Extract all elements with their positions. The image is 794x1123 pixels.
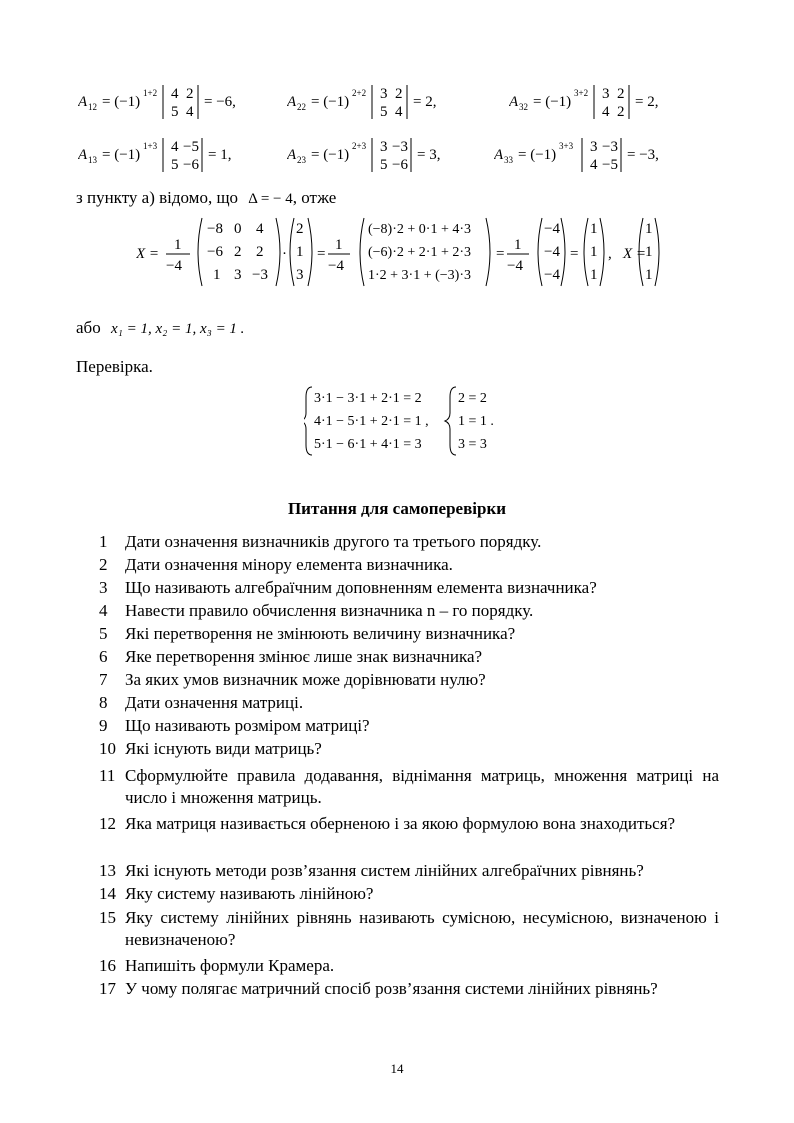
det-cell: 2: [617, 86, 625, 102]
det-cell: −5: [602, 157, 618, 173]
matrix-cell: −8: [207, 221, 223, 237]
question-number: 9: [99, 716, 108, 735]
equals-sign: =: [570, 246, 579, 262]
question-number: 16: [99, 956, 116, 975]
page-number: 14: [390, 1061, 404, 1076]
vector-cell: 1: [645, 221, 653, 237]
answer-line: [76, 318, 244, 338]
check-title: Перевірка.: [76, 357, 153, 376]
question-number: 2: [99, 555, 108, 574]
vector-cell: 1: [590, 221, 598, 237]
paren-left: [360, 218, 364, 286]
det-cell: 4: [395, 104, 403, 120]
check-eq-left: 3·1 − 3·1 + 2·1 = 2: [314, 391, 422, 406]
cofactor-name: A: [78, 147, 88, 163]
question-text: Сформулюйте правила додавання, віднімання матриць, множення матриці на число і множення матриць.: [125, 766, 719, 807]
vector-cell: 1: [590, 267, 598, 283]
equals-sign: =: [317, 246, 326, 262]
cofactor-a32: [509, 82, 709, 122]
matrix-cell: 0: [234, 221, 242, 237]
cofactor-sub: 12: [88, 102, 97, 112]
question-item: [99, 600, 719, 622]
cofactor-a13: [78, 135, 278, 175]
fraction-denominator: −4: [507, 258, 523, 274]
known-delta-line: [76, 188, 336, 208]
question-item: [99, 623, 719, 645]
vector-cell: 1: [296, 244, 304, 260]
cofactor-result: = 2,: [413, 94, 437, 110]
cofactor-exp: 1+3: [143, 141, 158, 151]
matrix-cell: 4: [256, 221, 264, 237]
question-item: [99, 531, 719, 553]
question-text: Які існують методи розв’язання систем лінійних алгебраїчних рівнянь?: [125, 861, 644, 880]
cofactor-exp: 1+2: [143, 88, 158, 98]
question-item: [99, 577, 719, 599]
cofactor-exp: 2+2: [352, 88, 367, 98]
cofactor-a22: [287, 82, 487, 122]
cofactor-name: A: [509, 94, 519, 110]
question-item: [99, 955, 719, 977]
fraction-denominator: −4: [328, 258, 344, 274]
brace-left: [445, 387, 456, 455]
cofactor-result: = 1,: [208, 147, 232, 163]
minus-one: = (−1): [533, 94, 572, 110]
question-item: [99, 715, 719, 737]
check-eq-left: 5·1 − 6·1 + 4·1 = 3: [314, 437, 422, 452]
paren-right: [276, 218, 280, 286]
question-item: [99, 646, 719, 668]
cofactor-sub: 13: [88, 155, 97, 165]
question-text: Дати означення матриці.: [125, 693, 304, 712]
matrix-cell: −6: [207, 244, 223, 260]
check-eq-right: 1 = 1 .: [458, 414, 494, 429]
cofactor-a13-svg: [78, 135, 278, 175]
check-system: [304, 383, 504, 459]
vector-cell: 1: [590, 244, 598, 260]
known-delta-text: з пункту а) відомо, що: [76, 188, 239, 207]
question-text: У чому полягає матричний спосіб розв’язання системи лінійних рівнянь?: [125, 979, 658, 998]
cofactor-exp: 3+2: [574, 88, 589, 98]
question-item: [99, 765, 719, 811]
comma: ,: [608, 246, 612, 262]
fraction-numerator: 1: [514, 237, 522, 253]
matrix-cell: 3: [234, 267, 242, 283]
paren-right: [655, 218, 659, 286]
question-item: [99, 669, 719, 691]
cofactor-a12: [78, 82, 278, 122]
paren-right: [486, 218, 490, 286]
matrix-equation-svg: [136, 214, 676, 290]
minus-one: = (−1): [102, 94, 141, 110]
paren-right: [600, 218, 604, 286]
question-text: Що називають розміром матриці?: [125, 716, 370, 735]
vector-cell: 1: [645, 267, 653, 283]
det-cell: 5: [380, 104, 388, 120]
cofactor-exp: 2+3: [352, 141, 367, 151]
cofactor-sub: 22: [297, 102, 306, 112]
cofactor-name: A: [78, 94, 88, 110]
det-cell: 4: [171, 139, 179, 155]
matrix-cell: −3: [252, 267, 268, 283]
det-cell: 4: [590, 157, 598, 173]
cofactor-name: A: [494, 147, 504, 163]
question-number: 4: [99, 601, 108, 620]
matrix-equation: [136, 214, 676, 290]
section-title: Питання для самоперевірки: [287, 499, 507, 518]
cofactor-a33: [494, 135, 704, 175]
cofactor-a23: [287, 135, 487, 175]
det-cell: 3: [380, 139, 388, 155]
answer-values: x₁ = 1, x₂ = 1, x₃ = 1 .: [110, 321, 245, 337]
cofactor-sub: 32: [519, 102, 528, 112]
question-text: Які перетворення не змінюють величину визначника?: [125, 624, 516, 643]
det-cell: 3: [380, 86, 388, 102]
question-item: [99, 907, 719, 953]
det-cell: 3: [590, 139, 598, 155]
question-text: Навести правило обчислення визначника n – го порядку.: [125, 601, 534, 620]
det-cell: 2: [186, 86, 194, 102]
question-item: [99, 883, 719, 905]
question-number: 14: [99, 884, 116, 903]
question-number: 7: [99, 670, 108, 689]
det-cell: −5: [183, 139, 199, 155]
question-number: 10: [99, 739, 116, 758]
cofactor-result: = 2,: [635, 94, 659, 110]
question-item: [99, 978, 719, 1000]
cofactor-a23-svg: [287, 135, 487, 175]
check-system-svg: [304, 383, 504, 459]
det-cell: −3: [392, 139, 408, 155]
question-text: За яких умов визначник може дорівнювати нулю?: [125, 670, 486, 689]
question-text: Дати означення мінору елемента визначника.: [125, 555, 453, 574]
question-text: Яку систему називають лінійною?: [125, 884, 374, 903]
question-text: Яка матриця називається оберненою і за якою формулою вона знаходиться?: [125, 814, 676, 833]
det-cell: −6: [183, 157, 199, 173]
question-number: 3: [99, 578, 108, 597]
cofactor-a12-svg: [78, 82, 278, 122]
fraction-numerator: 1: [335, 237, 343, 253]
known-delta-text-after: , отже: [292, 188, 337, 207]
paren-right: [308, 218, 312, 286]
question-text: Яке перетворення змінює лише знак визначника?: [125, 647, 483, 666]
cofactor-name: A: [287, 94, 297, 110]
det-cell: 4: [186, 104, 194, 120]
question-text: Дати означення визначників другого та третього порядку.: [125, 532, 542, 551]
det-cell: 2: [617, 104, 625, 120]
paren-left: [198, 218, 202, 286]
det-cell: 4: [171, 86, 179, 102]
paren-right: [561, 218, 565, 286]
vector-cell: −4: [544, 221, 560, 237]
question-number: 6: [99, 647, 108, 666]
question-number: 13: [99, 861, 116, 880]
cofactor-exp: 3+3: [559, 141, 574, 151]
matrix-cell: 2: [234, 244, 242, 260]
question-number: 15: [99, 908, 116, 927]
vector-cell: 3: [296, 267, 304, 283]
det-cell: 4: [602, 104, 610, 120]
x-label: X =: [623, 246, 647, 262]
question-item: [99, 554, 719, 576]
question-item: [99, 738, 719, 760]
check-eq-right: 3 = 3: [458, 437, 487, 452]
question-number: 17: [99, 979, 116, 998]
paren-left: [290, 218, 294, 286]
vector-cell: −4: [544, 244, 560, 260]
question-item: [99, 813, 719, 859]
delta-formula: Δ = − 4: [248, 191, 293, 207]
det-cell: 3: [602, 86, 610, 102]
product-row: (−8)·2 + 0·1 + 4·3: [368, 222, 471, 237]
vector-cell: −4: [544, 267, 560, 283]
det-cell: 5: [171, 157, 179, 173]
cofactor-name: A: [287, 147, 297, 163]
det-cell: 5: [380, 157, 388, 173]
minus-one: = (−1): [311, 94, 350, 110]
matrix-cell: 2: [256, 244, 264, 260]
det-cell: 2: [395, 86, 403, 102]
cofactor-a33-svg: [494, 135, 704, 175]
question-number: 1: [99, 532, 108, 551]
minus-one: = (−1): [311, 147, 350, 163]
question-number: 8: [99, 693, 108, 712]
question-text: Що називають алгебраїчним доповненням елемента визначника?: [125, 578, 597, 597]
minus-one: = (−1): [102, 147, 141, 163]
question-item: [99, 860, 719, 882]
det-cell: 5: [171, 104, 179, 120]
question-text: Напишіть формули Крамера.: [125, 956, 335, 975]
x-label: X =: [136, 246, 160, 262]
fraction-numerator: 1: [174, 237, 182, 253]
vector-cell: 2: [296, 221, 304, 237]
matrix-cell: 1: [213, 267, 221, 283]
cofactor-a32-svg: [509, 82, 709, 122]
cofactor-result: = 3,: [417, 147, 441, 163]
cofactor-result: = −6,: [204, 94, 236, 110]
product-row: (−6)·2 + 2·1 + 2·3: [368, 245, 471, 260]
fraction-denominator: −4: [166, 258, 182, 274]
cofactor-sub: 23: [297, 155, 306, 165]
check-eq-right: 2 = 2: [458, 391, 487, 406]
cofactor-a22-svg: [287, 82, 487, 122]
paren-left: [584, 218, 588, 286]
det-cell: −6: [392, 157, 408, 173]
det-cell: −3: [602, 139, 618, 155]
cofactor-result: = −3,: [627, 147, 659, 163]
brace-left: [304, 387, 312, 455]
cofactor-sub: 33: [504, 155, 513, 165]
question-text: Які існують види матриць?: [125, 739, 322, 758]
question-number: 5: [99, 624, 108, 643]
question-number: 12: [99, 814, 116, 833]
question-item: [99, 692, 719, 714]
dot-operator: ·: [282, 246, 287, 262]
minus-one: = (−1): [518, 147, 557, 163]
vector-cell: 1: [645, 244, 653, 260]
paren-left: [538, 218, 542, 286]
question-number: 11: [99, 766, 116, 785]
equals-sign: =: [496, 246, 505, 262]
answer-prefix: або: [76, 318, 101, 337]
product-row: 1·2 + 3·1 + (−3)·3: [368, 268, 471, 283]
question-text: Яку систему лінійних рівнянь називають сумісною, несумісною, визначеною і невизначеною?: [125, 908, 719, 949]
check-eq-left: 4·1 − 5·1 + 2·1 = 1 ,: [314, 414, 429, 429]
